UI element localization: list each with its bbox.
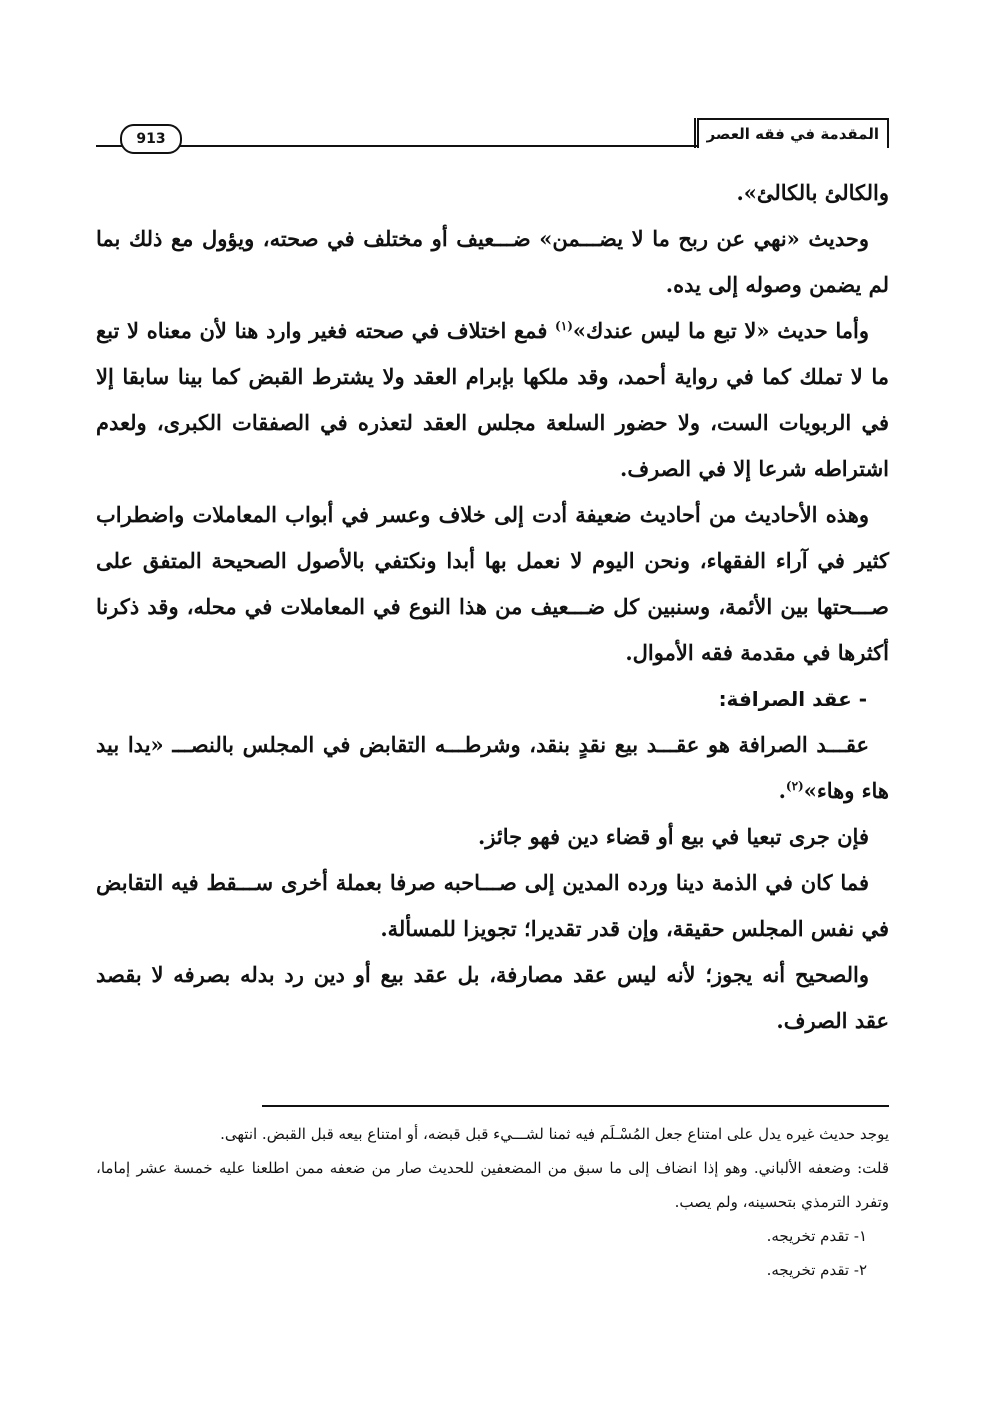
paragraph-3	[96, 308, 889, 492]
paragraph-5	[96, 722, 889, 814]
page-number: 913	[120, 124, 182, 154]
paragraph-4: وهذه الأحاديث من أحاديث ضعيفة أدت إلى خلاف وعسر في أبواب المعاملات واضطراب كثير في آراء الفقهاء، ونحن اليوم لا نعمل بها أبدا ونكتفي بالأصول الصحيحة المتفق على صـــحتها بين الأئمة، وسنبين كل ضـــعيف من هذا النوع في المعاملات في محله، وقد ذكرنا أكثرها في مقدمة فقه الأموال.	[96, 502, 889, 665]
paragraph-1: والكالئ بالكالئ».	[736, 180, 889, 205]
paragraph-5-start: عقـــد الصرافة هو عقـــد بيع نقدٍ بنقد، وشرطـــه التقابض في المجلس بالنصـــ «يدا بيد هاء وهاء»	[96, 732, 889, 803]
paragraph-3-start: وأما حديث «لا تبع ما ليس عندك»	[572, 318, 869, 343]
footnote-continued-2: قلت: وضعفه الألباني. وهو إذا انضاف إلى ما سبق من المضعفين للحديث صار من ضعفه ممن اطلعنا عليه خمسة عشر إماما، وتفرد الترمذي بتحسينه، ولم يصب.	[96, 1159, 889, 1211]
footnotes	[96, 1117, 889, 1287]
section-heading: - عقد الصرافة:	[718, 687, 867, 711]
main-text	[96, 170, 889, 1044]
paragraph-6: فإن جرى تبعيا في بيع أو قضاء دين فهو جائز.	[478, 824, 869, 849]
paragraph-2: وحديث «نهي عن ربح ما لا يضـــمن» ضـــعيف أو مختلف في صحته، ويؤول مع ذلك بما لم يضمن وصوله إلى يده.	[96, 226, 889, 297]
footnote-2: ٢- تقدم تخريجه.	[766, 1261, 867, 1279]
footnote-ref-2: (٢)	[785, 779, 804, 793]
page-header	[96, 112, 889, 152]
footnote-1: ١- تقدم تخريجه.	[766, 1227, 867, 1245]
footnote-separator	[262, 1105, 889, 1107]
paragraph-7: فما كان في الذمة دينا ورده المدين إلى صـــاحبه صرفا بعملة أخرى ســـقط فيه التقابض في نفس المجلس حقيقة، وإن قدر تقديرا؛ تجويزا للمسألة.	[96, 870, 889, 941]
footnote-ref-1: (١)	[555, 319, 573, 333]
paragraph-8: والصحيح أنه يجوز؛ لأنه ليس عقد مصارفة، بل عقد بيع أو دين رد بدله بصرفه لا بقصد عقد الصرف.	[96, 962, 889, 1033]
paragraph-5-end: .	[778, 778, 786, 803]
running-title: المقدمة في فقه العصر	[697, 118, 889, 148]
footnote-continued-1: يوجد حديث غيره يدل على امتناع جعل المُسْـلَم فيه ثمنا لشـــيء قبل قبضه، أو امتناع بيعه قبل القبض. انتهى.	[220, 1125, 889, 1143]
paragraph-3-end: فمع اختلاف في صحته فغير وارد هنا لأن معناه لا تبع ما لا تملك كما في رواية أحمد، وقد ملكها بإبرام العقد ولا يشترط القبض كما بينا سابقا إلا في الربويات الست، ولا حضور السلعة مجلس العقد لتعذره في الصفقات الكبرى، ولعدم اشتراطه شرعا إلا في الصرف.	[96, 318, 889, 481]
